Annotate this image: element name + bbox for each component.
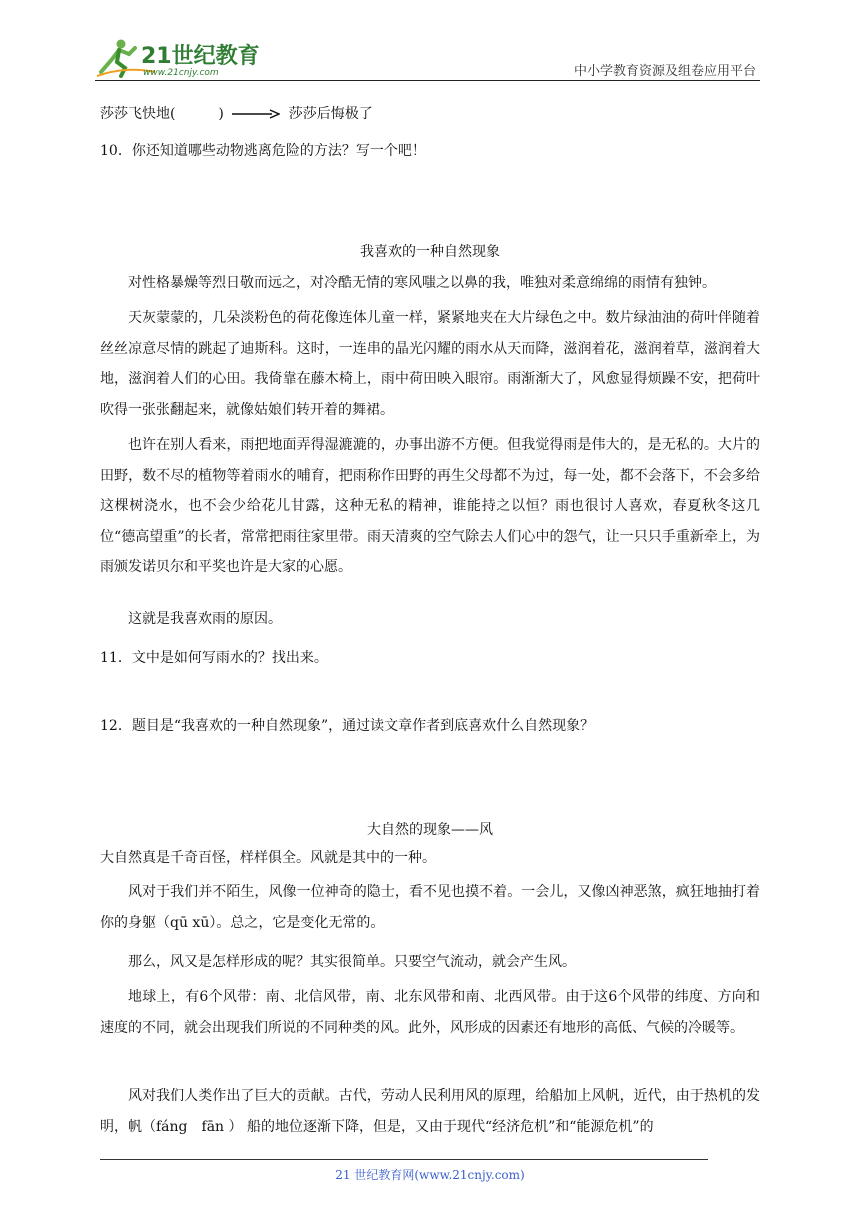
- passage2-paragraph: 风对我们人类作出了巨大的贡献。古代，劳动人民利用风的原理，给船加上风帆，近代，由于热机的发明，帆（fáng fān ） 船的地位逐渐下降，但是，又由于现代“经济危机”和“能源危机”的: [100, 1088, 760, 1135]
- platform-name: 中小学教育资源及组卷应用平台: [573, 64, 756, 79]
- passage2-paragraph: 地球上，有6个风带：南、北信风带，南、北东风带和南、北西风带。由于这6个风带的纬度、方向和速度的不同，就会出现我们所说的不同种类的风。此外，风形成的因素还有地形的高低、气候的冷暖等。: [100, 989, 760, 1036]
- arrow-right-icon: [232, 109, 280, 119]
- q9-right-text: 莎莎后悔极了: [288, 106, 373, 122]
- passage1-paragraph: 也许在别人看来，雨把地面弄得湿漉漉的，办事出游不方便。但我觉得雨是伟大的，是无私的。大片的田野，数不尽的植物等着雨水的哺育，把雨称作田野的再生父母都不为过，每一处，都不会落下，不会多给这棵树浇水，也不会少给花儿甘露，这种无私的精神，谁能持之以恒？雨也很讨人喜欢，春夏秋冬这几位“德高望重”的长者，常常把雨往家里带。雨天清爽的空气除去人们心中的怨气，让一只只手重新牵上，为雨颁发诺贝尔和平奖也许是大家的心愿。: [100, 437, 760, 575]
- runner-icon: [95, 36, 265, 80]
- passage2-title: 大自然的现象——风: [367, 822, 493, 838]
- passage1-title: 我喜欢的一种自然现象: [360, 244, 500, 260]
- svg-text:www.21cnjy.com: www.21cnjy.com: [143, 68, 219, 78]
- q9-left-text: 莎莎飞快地(: [100, 106, 176, 122]
- q9-blank-close: ): [218, 106, 224, 122]
- passage2-first-line: 大自然真是千奇百怪，样样俱全。风就是其中的一种。: [100, 850, 436, 866]
- question-10: 10．你还知道哪些动物逃离危险的方法？写一个吧！: [100, 143, 426, 159]
- question-12: 12．题目是“我喜欢的一种自然现象”，通过读文章作者到底喜欢什么自然现象？: [100, 718, 595, 734]
- header-divider: [95, 80, 760, 81]
- footer-divider: [100, 1159, 708, 1160]
- svg-text:21世纪教育: 21世纪教育: [141, 44, 260, 69]
- passage2-paragraph: 风对于我们并不陌生，风像一位神奇的隐士，看不见也摸不着。一会儿，又像凶神恶煞，疯狂地抽打着你的身躯（qū xū）。总之，它是变化无常的。: [100, 884, 760, 931]
- question-11: 11．文中是如何写雨水的？找出来。: [100, 650, 328, 666]
- passage1-paragraph: 天灰蒙蒙的，几朵淡粉色的荷花像连体儿童一样，紧紧地夹在大片绿色之中。数片绿油油的荷叶伴随着丝丝凉意尽情的跳起了迪斯科。这时，一连串的晶光闪耀的雨水从天而降，滋润着花，滋润着草，滋润着大地，滋润着人们的心田。我倚靠在藤木椅上，雨中荷田映入眼帘。雨渐渐大了，风愈显得烦躁不安，把荷叶吹得一张张翻起来，就像姑娘们转开着的舞裙。: [100, 310, 760, 418]
- passage1-paragraph: 对性格暴燥等烈日敬而远之，对冷酷无情的寒风嗤之以鼻的我，唯独对柔意绵绵的雨情有独钟。: [128, 275, 716, 291]
- footer-link[interactable]: 21 世纪教育网(www.21cnjy.com): [335, 1168, 525, 1182]
- passage1-paragraph: 这就是我喜欢雨的原因。: [128, 611, 282, 627]
- site-logo: [95, 36, 265, 80]
- q9-sequence-line: [100, 103, 373, 123]
- passage2-paragraph: 那么，风又是怎样形成的呢？其实很简单。只要空气流动，就会产生风。: [128, 954, 576, 970]
